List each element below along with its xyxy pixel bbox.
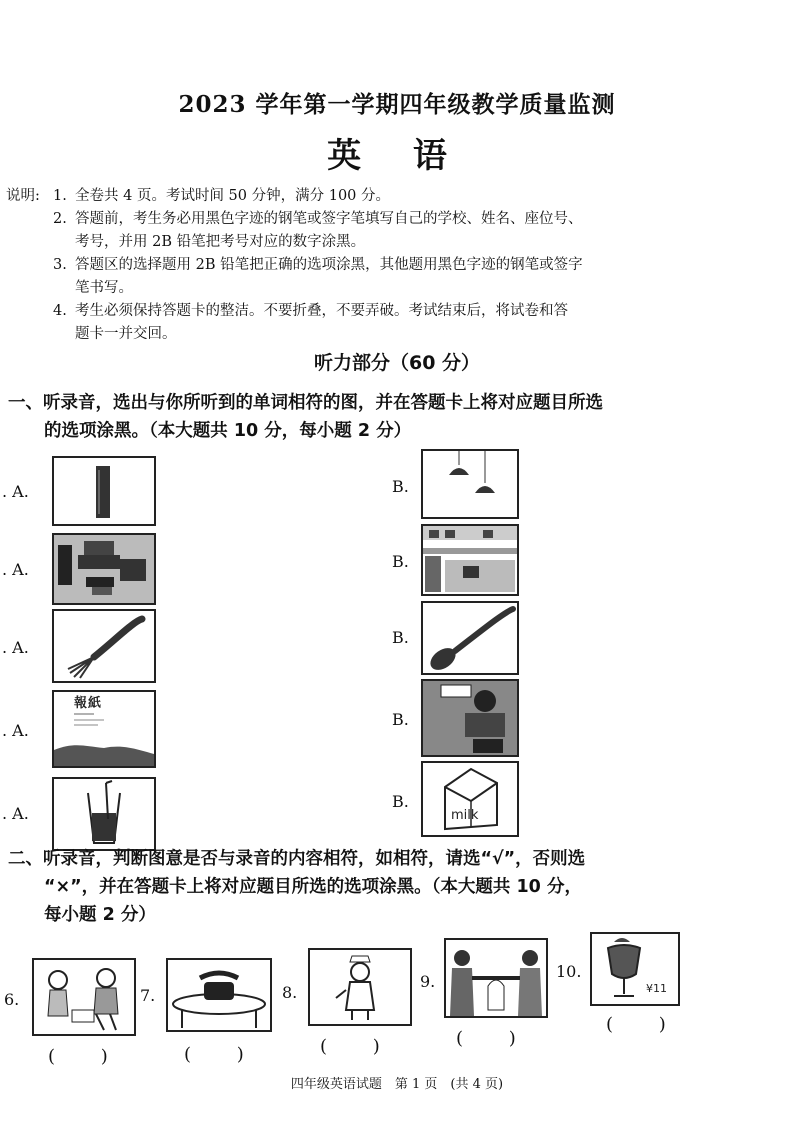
item-number: 7. (140, 986, 156, 1005)
answer-parentheses[interactable]: ( ) (184, 1044, 264, 1065)
option-a-picture[interactable] (52, 533, 156, 605)
children-drawing-icon (34, 960, 134, 1034)
note-text: 答题前，考生务必用黑色字迹的钢笔或签字笔填写自己的学校、姓名、座位号、 (75, 211, 583, 227)
door-icon (54, 458, 154, 524)
item-picture (166, 958, 272, 1032)
svg-text:報: 報 (74, 696, 88, 711)
milk-carton-icon (423, 763, 517, 835)
note-number: 2. (53, 211, 67, 227)
note-item (6, 254, 696, 277)
svg-text:紙: 紙 (88, 696, 102, 711)
option-label-b: B. (392, 792, 409, 811)
note-item (6, 185, 696, 208)
note-text: 全卷共 4 页。考试时间 50 分钟，满分 100 分。 (75, 188, 391, 204)
note-text: 笔书写。 (75, 280, 133, 296)
note-number: 4. (53, 303, 67, 319)
option-label-a: . A. (2, 721, 29, 740)
option-b-picture[interactable] (421, 761, 519, 837)
option-b-picture[interactable] (421, 601, 519, 675)
option-b-picture[interactable] (421, 449, 519, 519)
people-meeting-icon (446, 940, 546, 1016)
note-text: 考号，并用 2B 铅笔把考号对应的数字涂黑。 (75, 234, 366, 250)
option-a-picture[interactable] (52, 777, 156, 851)
answer-parentheses[interactable]: ( ) (606, 1014, 686, 1035)
item-picture (32, 958, 136, 1036)
listening-heading: 听力部分（60 分） (313, 352, 481, 374)
option-a-picture[interactable] (52, 609, 156, 683)
option-label-b: B. (392, 628, 409, 647)
part2-line2: “×”，并在答题卡上将对应题目所选的选项涂黑。（本大题共 10 分， (44, 877, 582, 897)
note-text: 考生必须保持答题卡的整洁。不要折叠，不要弄破。考试结束后，将试卷和答 (75, 303, 568, 319)
part1-line1: 一、听录音，选出与你所听到的单词相符的图，并在答题卡上将对应题目所选 (8, 393, 603, 413)
note-item (6, 300, 696, 323)
nurse-icon (310, 950, 410, 1024)
option-label-a: . A. (2, 804, 29, 823)
note-item (6, 208, 696, 231)
note-text: 题卡一并交回。 (75, 326, 177, 342)
option-label-b: B. (392, 710, 409, 729)
note-item (6, 277, 696, 300)
notes-lead: 说明: (6, 188, 40, 204)
exam-title: 2023 学年第一学期四年级教学质量监测 (178, 91, 616, 118)
answer-parentheses[interactable]: ( ) (320, 1036, 400, 1057)
item-number: 8. (282, 983, 298, 1002)
option-a-picture[interactable] (52, 690, 156, 768)
option-label-a: . A. (2, 560, 29, 579)
option-label-b: B. (392, 477, 409, 496)
spoon-icon (423, 603, 517, 673)
newspaper-icon (54, 692, 154, 766)
page-footer: 四年级英语试题 第 1 页 (共 4 页) (290, 1077, 504, 1092)
ceiling-lamps-icon (423, 451, 517, 517)
item-number: 6. (4, 990, 20, 1009)
note-number: 1. (53, 188, 67, 204)
item-picture (308, 948, 412, 1026)
milk-label: milk (451, 808, 479, 823)
option-a-picture[interactable] (52, 456, 156, 526)
option-b-picture[interactable] (421, 679, 519, 757)
option-label-a: . A. (2, 482, 29, 501)
note-number: 3. (53, 257, 67, 273)
item-number: 10. (556, 962, 582, 981)
answer-parentheses[interactable]: ( ) (48, 1046, 128, 1067)
telephone-icon (168, 960, 270, 1030)
part2-line3: 每小题 2 分） (44, 905, 156, 925)
living-room-icon (54, 535, 154, 603)
option-label-a: . A. (2, 638, 29, 657)
option-b-picture[interactable] (421, 524, 519, 596)
note-item (6, 231, 696, 254)
magazine-icon (423, 681, 517, 755)
fork-icon (54, 611, 154, 681)
item-number: 9. (420, 972, 436, 991)
part1-instructions (8, 389, 688, 445)
note-item (6, 323, 696, 346)
juice-glass-icon (54, 779, 154, 849)
subject-title: 英 语 (327, 136, 467, 176)
part2-line1: 二、听录音，判断图意是否与录音的内容相符，如相符，请选“√”，否则选 (8, 849, 586, 869)
option-label-b: B. (392, 552, 409, 571)
note-text: 答题区的选择题用 2B 铅笔把正确的选项涂黑，其他题用黑色字迹的钢笔或签字 (75, 257, 583, 273)
part2-instructions (8, 845, 698, 929)
part1-line2: 的选项涂黑。（本大题共 10 分，每小题 2 分） (44, 421, 412, 441)
item-picture (444, 938, 548, 1018)
juice-drink-icon (592, 934, 678, 1004)
kitchen-icon (423, 526, 517, 594)
price-label: ¥11 (646, 982, 667, 995)
exam-notes (6, 185, 696, 346)
item-picture (590, 932, 680, 1006)
answer-parentheses[interactable]: ( ) (456, 1028, 536, 1049)
